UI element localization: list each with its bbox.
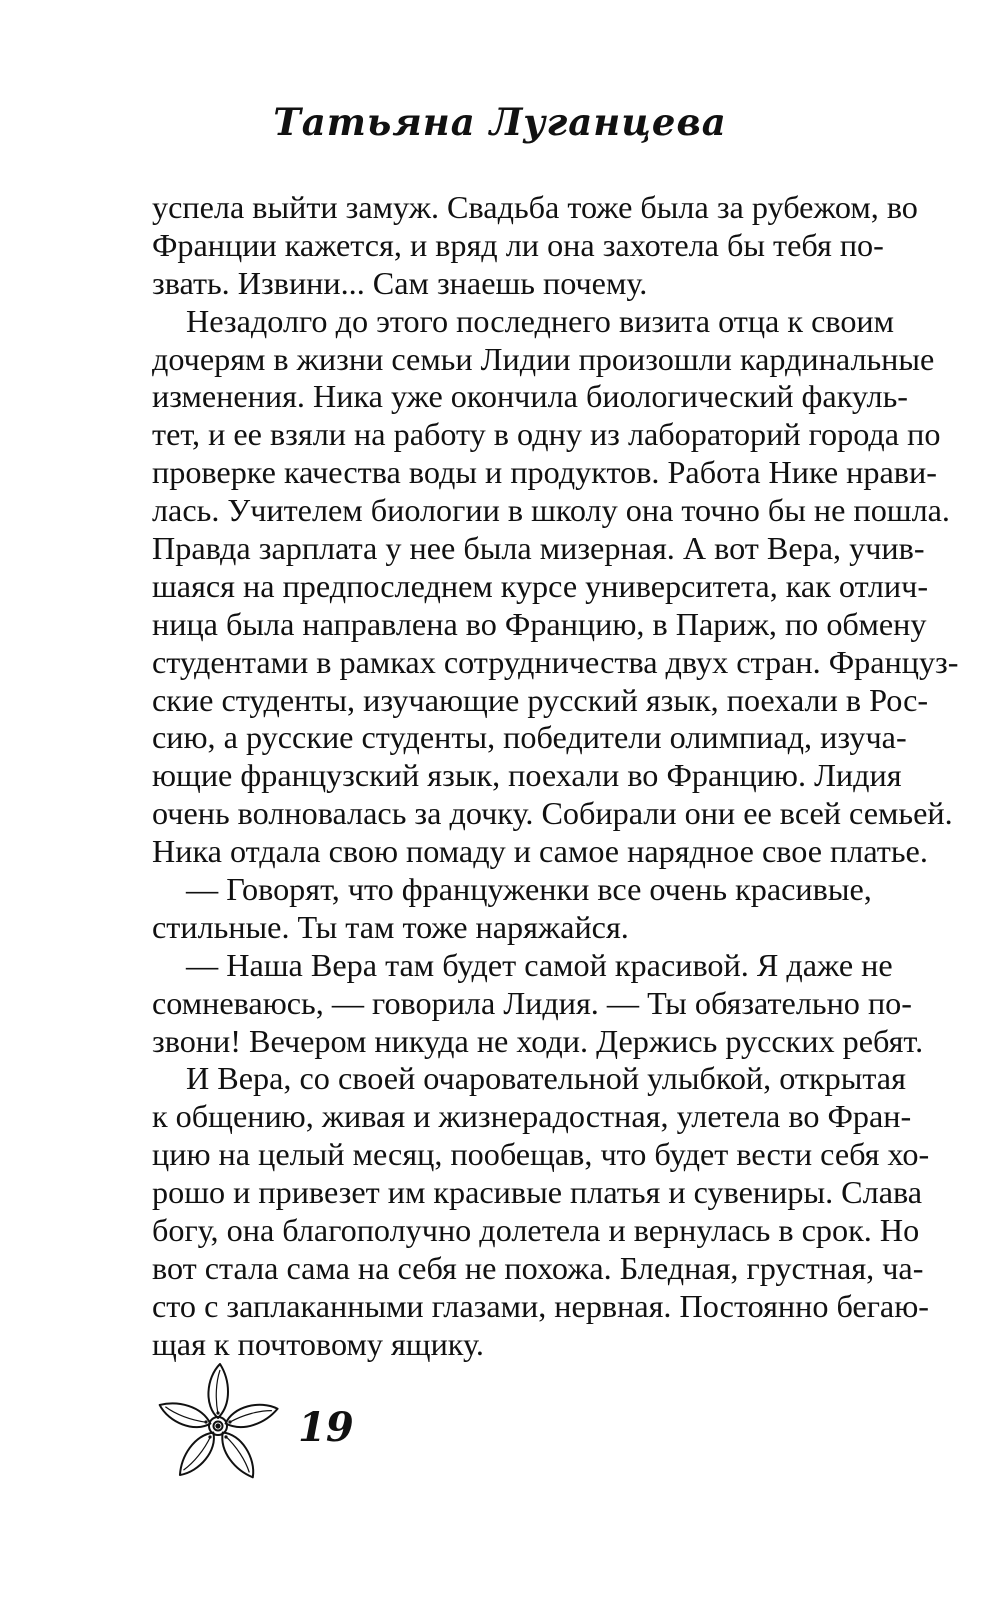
page-number: 19 — [298, 1404, 354, 1451]
text-line: стильные. Ты там тоже наряжайся. — [152, 908, 629, 945]
text-line: Правда зарплата у нее была мизерная. А вот Вера, учив- — [152, 530, 925, 567]
text-line: изменения. Ника уже окончила биологический факуль- — [152, 378, 909, 415]
text-line: ница была направлена во Францию, в Париж, по обмену — [152, 605, 927, 642]
text-line: — Наша Вера там будет самой красивой. Я даже не — [186, 946, 893, 983]
paragraph — [152, 1060, 930, 1363]
text-line: ющие французский язык, поехали во Францию. Лидия — [152, 757, 902, 794]
text-line: сомневаюсь, — говорила Лидия. — Ты обязательно по- — [152, 984, 912, 1021]
body-text — [152, 189, 959, 1364]
text-line: звони! Вечером никуда не ходи. Держись русских ребят. — [152, 1022, 924, 1059]
text-line: шаяся на предпоследнем курсе университета, как отлич- — [152, 567, 929, 604]
text-line: Ника отдала свою помаду и самое нарядное свое платье. — [152, 833, 928, 870]
text-line: сию, а русские студенты, победители олимпиад, изуча- — [152, 719, 907, 756]
text-line: дочерям в жизни семьи Лидии произошли кардинальные — [152, 340, 935, 377]
text-line: цию на целый месяц, пообещав, что будет вести себя хо- — [152, 1136, 930, 1173]
text-line: богу, она благополучно долетела и вернулась в срок. Но — [152, 1212, 920, 1249]
text-line: сто с заплаканными глазами, нервная. Постоянно бегаю- — [152, 1287, 929, 1324]
paragraph — [152, 189, 918, 303]
text-line: Незадолго до этого последнего визита отца к своим — [186, 302, 895, 339]
paragraph — [152, 302, 959, 871]
text-line: ские студенты, изучающие русский язык, поехали в Рос- — [152, 681, 929, 718]
text-line: щая к почтовому ящику. — [152, 1325, 484, 1362]
text-line: И Вера, со своей очаровательной улыбкой, открытая — [186, 1060, 906, 1097]
paragraph — [152, 871, 872, 947]
text-line: тет, и ее взяли на работу в одну из лабораторий города по — [152, 416, 941, 453]
text-line: к общению, живая и жизнерадостная, улетела во Фран- — [152, 1098, 912, 1135]
text-line: Франции кажется, и вряд ли она захотела бы тебя по- — [152, 226, 884, 263]
text-line: студентами в рамках сотрудничества двух стран. Француз- — [152, 643, 959, 680]
text-line: звать. Извини... Сам знаешь почему. — [152, 264, 648, 301]
text-line: лась. Учителем биологии в школу она точно бы не пошла. — [152, 492, 950, 529]
text-line: успела выйти замуж. Свадьба тоже была за рубежом, во — [152, 189, 918, 225]
flower-icon — [150, 1360, 290, 1500]
text-line: рошо и привезет им красивые платья и сувениры. Слава — [152, 1174, 923, 1211]
text-line: проверке качества воды и продуктов. Работа Нике нрави- — [152, 454, 937, 491]
paragraph — [152, 946, 924, 1061]
text-line: вот стала сама на себя не похожа. Бледная, грустная, ча- — [152, 1249, 924, 1286]
text-line: очень волновалась за дочку. Собирали они ее всей семьей. — [152, 795, 953, 832]
running-header-author: Татьяна Луганцева — [273, 100, 727, 144]
text-line: — Говорят, что француженки все очень красивые, — [186, 871, 872, 908]
